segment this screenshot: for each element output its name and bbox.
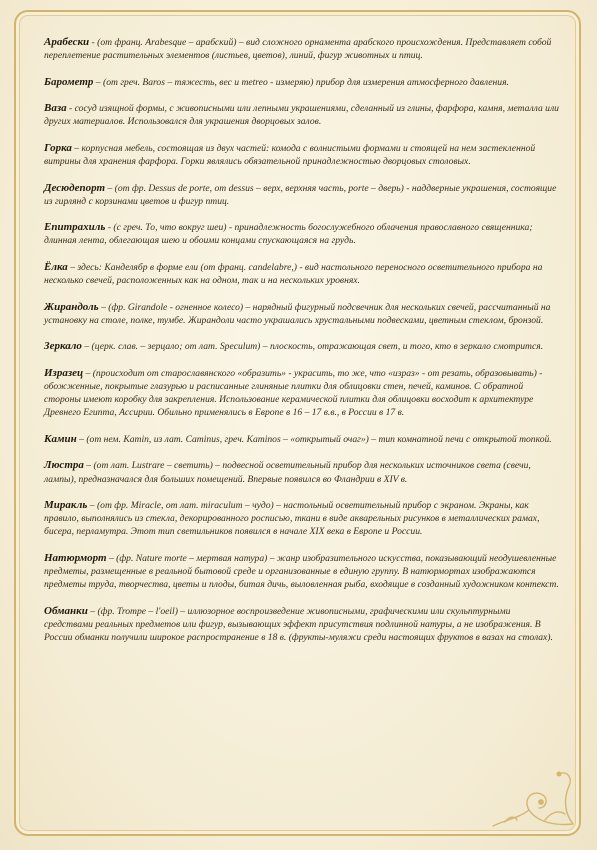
corner-ornament-icon [485,764,575,834]
glossary-term: Ваза [44,102,67,115]
glossary-term: Барометр [44,75,94,88]
glossary-entry [44,36,559,62]
glossary-definition: – (от греч. Baros – тяжесть, вес и metreo - измеряю) прибор для измерения атмосферного давления. [93,76,509,88]
glossary-definition: - (от франц. Arabesque – арабский) – вид сложного орнамента арабского происхождения. Представляет собой переплетение растительных элементов (листьев, цветов), линий, фигур животных и птиц. [44,37,552,62]
glossary-term: Натюрморт [44,551,107,564]
glossary [44,36,559,658]
glossary-definition: – (от нем. Kamin, из лат. Caminus, греч. Kaminos – «открытый очаг») – тип комнатной печи с открытой топкой. [76,433,552,445]
glossary-definition: – (от фр. Miracle, от лат. miraculum – чудо) – настольный осветительный прибор с экраном. Экраны, как правило, выполнялись из стекла, декорированного росписью, ткани в виде акварельных рисунков в металлических рамах, бисера, перламутра. Этот тип светильников появился в начале XIX века в Европе и России. [44,500,540,538]
glossary-definition: – (от лат. Lustrare – светить) – подвесной осветительный прибор для нескольких источников света (свечи, лампы), предназначался для больших помещений. Впервые появился во Фландрии в XIV в. [44,460,531,485]
glossary-entry [44,433,559,446]
glossary-entry [44,552,559,591]
glossary-entry [44,340,559,353]
glossary-definition: – здесь: Канделябр в форме ели (от франц. candelabre,) - вид настольного переносного осветительного прибора на несколько свечей, расположенных как на одном, так и на нескольких уровнях. [44,262,543,287]
glossary-entry [44,301,559,327]
glossary-entry [44,605,559,644]
glossary-term: Люстра [44,459,84,472]
glossary-definition: – (от фр. Dessus de porte, от dessus – верх, верхняя часть, porte – дверь) - наддверные украшения, состоящие из гирлянд с корзинами цветов и фигур птиц. [44,182,557,207]
glossary-term: Ёлка [44,261,68,274]
glossary-term: Камин [44,432,77,445]
glossary-entry [44,367,559,419]
glossary-term: Обманки [44,604,88,617]
glossary-definition: – корпусная мебель, состоящая из двух частей: комода с волнистыми формами и стоящей на нем застекленной витрины для хранения фарфора. Горки являлись обязательной принадлежностью дворцовых столовых. [44,142,536,168]
glossary-entry [44,182,559,208]
glossary-definition: - (с греч. То, что вокруг шеи) - принадлежность богослужебного облачения православного священника; длинная лента, облегающая шею и обоими концами спускающаяся на грудь. [44,222,533,247]
glossary-entry [44,76,559,89]
glossary-term: Изразец [44,367,84,379]
glossary-term: Десюдепорт [44,181,106,194]
glossary-definition: – (фр. Nature morte – мертвая натура) – жанр изобразительного искусства, показывающий неодушевленные предметы, размещенные в реальной бытовой среде и организованные в единую группу. В натюрмортах изображаются предметы труда, творчества, цветы и плоды, битая дичь, выловленная рыба, входящие в созданный художником контекст. [44,552,559,591]
glossary-term: Миракль [44,499,88,512]
glossary-term: Горка [44,141,72,154]
glossary-definition: – (происходит от старославянского «образить» - украсить, то же, что «израз» - от резать, образовывать) - обожженные, покрытые глазурью и расписанные глиняные плитки для облицовки стен, печей, каминов. С обратной стороны имеют коробку для закрепления. Использование керамической плитки для облицовки восходит к архитектуре Древнего Египта, Ассирии. Обильно применялись в Европе в 16 – 17 в.в., в России в 17 в. [44,368,543,419]
glossary-term: Арабески [44,36,90,48]
glossary-entry [44,459,559,485]
glossary-definition: – (церк. слав. – зерцало; от лат. Speculum) – плоскость, отражающая свет, и того, кто в зеркало смотрится. [81,341,544,353]
glossary-entry [44,102,559,128]
glossary-definition: – (фр. Trompe – l'oeil) – иллюзорное воспроизведение живописными, графическими или скульптурными средствами реальных предметов или фигур, вызывающих эффект присутствия подлинной натуры, а не изображения. В России обманки получили широкое распространение в 18 в. (фрукты-муляжи среди настоящих фруктов в вазах на столах). [44,605,553,643]
glossary-term: Зеркало [44,340,82,353]
glossary-entry [44,499,559,538]
glossary-definition: - сосуд изящной формы, с живописными или лепными украшениями, сделанный из глины, фарфора, камня, металла или других материалов. Использовался для украшения дворцовых залов. [44,103,559,128]
glossary-entry [44,261,559,287]
glossary-definition: – (фр. Girandole - огненное колесо) – нарядный фигурный подсвечник для нескольких свечей, рассчитанный на установку на столе, полке, тумбе. Жирандоли часто украшались хрустальными подвесками, цветным стеклом, бронзой. [44,301,551,326]
glossary-entry [44,221,559,247]
glossary-term: Епитрахиль [44,221,106,234]
glossary-term: Жирандоль [44,300,99,313]
glossary-entry [44,142,559,168]
